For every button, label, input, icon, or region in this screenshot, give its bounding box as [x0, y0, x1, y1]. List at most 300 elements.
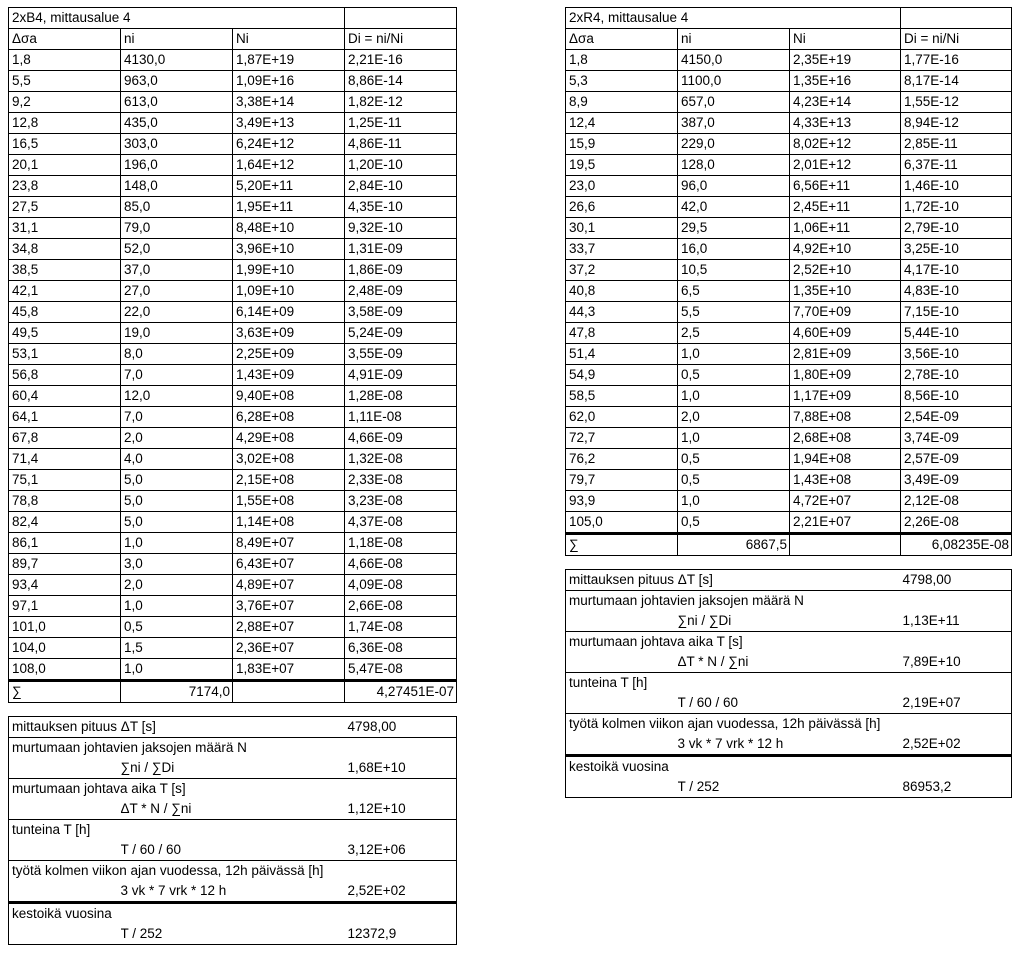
- table-cell: 2,26E-08: [901, 512, 1012, 534]
- table-cell: 1,87E+19: [233, 50, 345, 71]
- table-row: [9, 176, 457, 197]
- table-cell: 4,72E+07: [790, 491, 901, 512]
- table-cell: 7,70E+09: [790, 302, 901, 323]
- table-cell: 3,58E-09: [345, 302, 457, 323]
- sum-row: [566, 534, 1012, 556]
- table-cell: 128,0: [678, 155, 790, 176]
- table-row: [566, 386, 1012, 407]
- table-cell: 10,5: [678, 260, 790, 281]
- table-cell: 1,11E-08: [345, 407, 457, 428]
- table-row: [566, 491, 1012, 512]
- calc-formula: ΔT * N / ∑ni: [677, 654, 749, 669]
- table-cell: 20,1: [9, 155, 121, 176]
- calc-label: mittauksen pituus ΔT [s]: [12, 719, 156, 734]
- table-cell: 3,63E+09: [233, 323, 345, 344]
- table-cell: 0,5: [121, 617, 233, 638]
- calc-row: [566, 673, 1012, 694]
- table-row: [9, 71, 457, 92]
- table-row: [9, 365, 457, 386]
- calc-row: [566, 591, 1012, 612]
- table-row: [566, 344, 1012, 365]
- table-cell: 4,60E+09: [790, 323, 901, 344]
- table-cell: 60,4: [9, 386, 121, 407]
- calc-row: [566, 693, 1012, 714]
- table-cell: 1,64E+12: [233, 155, 345, 176]
- table-cell: 56,8: [9, 365, 121, 386]
- table-cell: 1,32E-08: [345, 449, 457, 470]
- table-cell: 26,6: [566, 197, 678, 218]
- table-cell: 2,84E-10: [345, 176, 457, 197]
- table-row: [9, 596, 457, 617]
- table-cell: 3,55E-09: [345, 344, 457, 365]
- table-cell: 1,28E-08: [345, 386, 457, 407]
- table-cell: 4,86E-11: [345, 134, 457, 155]
- table-cell: 1,35E+16: [790, 71, 901, 92]
- table-row: [566, 281, 1012, 302]
- table-cell: 2,79E-10: [901, 218, 1012, 239]
- table-cell: 1,83E+07: [233, 659, 345, 681]
- table-cell: 0,5: [678, 449, 790, 470]
- table-cell: 1,43E+09: [233, 365, 345, 386]
- calc-value: 1,68E+10: [347, 760, 406, 775]
- table-row: [566, 470, 1012, 491]
- table-cell: 196,0: [121, 155, 233, 176]
- table-cell: 72,7: [566, 428, 678, 449]
- table-row: [9, 449, 457, 470]
- table-cell: 1,8: [9, 50, 121, 71]
- calc-value: 4798,00: [347, 719, 397, 734]
- table-cell: 49,5: [9, 323, 121, 344]
- table-cell: 76,2: [566, 449, 678, 470]
- table-cell: 1,74E-08: [345, 617, 457, 638]
- table-cell: 97,1: [9, 596, 121, 617]
- calc-row: [566, 632, 1012, 653]
- table-cell: 387,0: [678, 113, 790, 134]
- table-cell: 54,9: [566, 365, 678, 386]
- table-cell: 4,92E+10: [790, 239, 901, 260]
- table-cell: 613,0: [121, 92, 233, 113]
- table-row: [9, 407, 457, 428]
- sum-di: 6,08235E-08: [901, 534, 1012, 556]
- table-cell: 2,01E+12: [790, 155, 901, 176]
- column-header: Δσa: [9, 29, 121, 50]
- table-row: [9, 50, 457, 71]
- table-cell: 93,9: [566, 491, 678, 512]
- table-cell: 2,12E-08: [901, 491, 1012, 512]
- table-cell: 0,5: [678, 365, 790, 386]
- calc-row: [9, 903, 457, 925]
- calc-row: [566, 734, 1012, 756]
- table-cell: 8,86E-14: [345, 71, 457, 92]
- table-cell: 4130,0: [121, 50, 233, 71]
- calc-row: [566, 756, 1012, 778]
- table-cell: 44,3: [566, 302, 678, 323]
- table-cell: 1,72E-10: [901, 197, 1012, 218]
- table-cell: 1,20E-10: [345, 155, 457, 176]
- table-cell: 5,47E-08: [345, 659, 457, 681]
- table-cell: 29,5: [678, 218, 790, 239]
- calc-formula: 3 vk * 7 vrk * 12 h: [120, 883, 227, 898]
- calc-row: [9, 840, 457, 861]
- calc-formula: 3 vk * 7 vrk * 12 h: [677, 736, 784, 751]
- calc-label: työtä kolmen viikon ajan vuodessa, 12h päivässä [h]: [9, 861, 457, 882]
- table-cell: 5,20E+11: [233, 176, 345, 197]
- table-cell: 5,44E-10: [901, 323, 1012, 344]
- table-cell: 9,2: [9, 92, 121, 113]
- table-row: [9, 470, 457, 491]
- table-cell: 1,8: [566, 50, 678, 71]
- calc-value: 7,89E+10: [902, 654, 961, 669]
- table-cell: 1,06E+11: [790, 218, 901, 239]
- table-cell: 8,56E-10: [901, 386, 1012, 407]
- sum-row: [9, 681, 457, 703]
- table-cell: 1,77E-16: [901, 50, 1012, 71]
- table-cell: 1100,0: [678, 71, 790, 92]
- table-cell: 45,8: [9, 302, 121, 323]
- table-title-row: [566, 8, 1012, 29]
- table-cell: 4,91E-09: [345, 365, 457, 386]
- table-cell: 303,0: [121, 134, 233, 155]
- table-cell: 1,09E+10: [233, 281, 345, 302]
- table-cell: 0,5: [678, 512, 790, 534]
- table-cell: 15,9: [566, 134, 678, 155]
- table-cell: 1,80E+09: [790, 365, 901, 386]
- calc-row: [9, 924, 457, 945]
- table-cell: 657,0: [678, 92, 790, 113]
- table-cell: 6,43E+07: [233, 554, 345, 575]
- table-cell: 9,32E-10: [345, 218, 457, 239]
- table-cell: 1,0: [678, 428, 790, 449]
- table-cell: 2,57E-09: [901, 449, 1012, 470]
- calc-value: 3,12E+06: [347, 842, 406, 857]
- table-cell: 4,23E+14: [790, 92, 901, 113]
- table-cell: 6,36E-08: [345, 638, 457, 659]
- table-cell: 2,54E-09: [901, 407, 1012, 428]
- table-cell: 3,96E+10: [233, 239, 345, 260]
- table-cell: 79,7: [566, 470, 678, 491]
- table-cell: 2,85E-11: [901, 134, 1012, 155]
- calc-value: 12372,9: [347, 926, 397, 941]
- table-row: [566, 113, 1012, 134]
- table-cell: 2,66E-08: [345, 596, 457, 617]
- table-cell: 1,86E-09: [345, 260, 457, 281]
- table-cell: 37,2: [566, 260, 678, 281]
- table-cell: 6,24E+12: [233, 134, 345, 155]
- calc-value: 1,13E+11: [902, 613, 960, 628]
- table-cell: 34,8: [9, 239, 121, 260]
- table-cell: 27,5: [9, 197, 121, 218]
- table-row: [9, 659, 457, 681]
- table-cell: 2,21E-16: [345, 50, 457, 71]
- table-cell: 2,0: [121, 575, 233, 596]
- left-data-table: [8, 7, 457, 703]
- table-row: [9, 260, 457, 281]
- table-cell: 4,0: [121, 449, 233, 470]
- table-cell: 4,09E-08: [345, 575, 457, 596]
- calc-label: murtumaan johtava aika T [s]: [566, 632, 1012, 653]
- table-cell: 1,18E-08: [345, 533, 457, 554]
- sum-symbol: ∑: [9, 681, 121, 703]
- table-cell: 1,55E+08: [233, 491, 345, 512]
- calc-formula: T / 252: [120, 926, 163, 941]
- table-row: [9, 197, 457, 218]
- table-cell: 5,24E-09: [345, 323, 457, 344]
- table-row: [566, 260, 1012, 281]
- table-cell: 9,40E+08: [233, 386, 345, 407]
- calc-row: [9, 779, 457, 800]
- table-cell: 3,76E+07: [233, 596, 345, 617]
- table-cell: 75,1: [9, 470, 121, 491]
- table-cell: 2,35E+19: [790, 50, 901, 71]
- table-cell: 23,8: [9, 176, 121, 197]
- table-cell: 105,0: [566, 512, 678, 534]
- calc-value: 2,52E+02: [902, 736, 961, 751]
- calc-formula: ∑ni / ∑Di: [120, 760, 175, 775]
- table-row: [566, 197, 1012, 218]
- table-row: [9, 428, 457, 449]
- table-cell: 30,1: [566, 218, 678, 239]
- table-cell: 4,33E+13: [790, 113, 901, 134]
- table-cell: 7,88E+08: [790, 407, 901, 428]
- table-cell: 0,5: [678, 470, 790, 491]
- table-cell: 1,17E+09: [790, 386, 901, 407]
- table-row: [566, 50, 1012, 71]
- table-cell: 79,0: [121, 218, 233, 239]
- column-header: ni: [121, 29, 233, 50]
- table-cell: 104,0: [9, 638, 121, 659]
- table-cell: 1,35E+10: [790, 281, 901, 302]
- table-cell: 96,0: [678, 176, 790, 197]
- calc-label: mittauksen pituus ΔT [s]: [569, 572, 713, 587]
- calc-label: tunteina T [h]: [9, 820, 457, 841]
- table-row: [566, 92, 1012, 113]
- calc-formula: ∑ni / ∑Di: [677, 613, 732, 628]
- table-cell: 12,4: [566, 113, 678, 134]
- table-row: [566, 176, 1012, 197]
- calc-row: [9, 717, 457, 738]
- table-cell: 16,0: [678, 239, 790, 260]
- table-cell: 6,56E+11: [790, 176, 901, 197]
- table-cell: 101,0: [9, 617, 121, 638]
- table-cell: 1,0: [678, 344, 790, 365]
- table-cell: 22,0: [121, 302, 233, 323]
- table-cell: 19,0: [121, 323, 233, 344]
- table-row: [9, 554, 457, 575]
- table-cell: 7,0: [121, 365, 233, 386]
- table-cell: 2,36E+07: [233, 638, 345, 659]
- table-cell: 38,5: [9, 260, 121, 281]
- table-cell: 12,8: [9, 113, 121, 134]
- table-cell: 42,1: [9, 281, 121, 302]
- calc-value: 2,52E+02: [347, 883, 406, 898]
- table-cell: 2,0: [121, 428, 233, 449]
- table-title-row: [9, 8, 457, 29]
- table-cell: 33,7: [566, 239, 678, 260]
- table-cell: 62,0: [566, 407, 678, 428]
- table-cell: 4,37E-08: [345, 512, 457, 533]
- table-cell: 2,25E+09: [233, 344, 345, 365]
- table-cell: 42,0: [678, 197, 790, 218]
- table-header-row: [9, 29, 457, 50]
- table-row: [566, 365, 1012, 386]
- table-cell: 6,28E+08: [233, 407, 345, 428]
- table-cell: 2,21E+07: [790, 512, 901, 534]
- table-row: [9, 281, 457, 302]
- table-cell: 47,8: [566, 323, 678, 344]
- calc-row: [566, 570, 1012, 591]
- calc-formula: T / 60 / 60: [120, 842, 182, 857]
- sum-ni: 6867,5: [678, 534, 790, 556]
- table-cell: 7,0: [121, 407, 233, 428]
- table-cell: 4,83E-10: [901, 281, 1012, 302]
- table-row: [9, 512, 457, 533]
- table-cell: 5,5: [9, 71, 121, 92]
- table-row: [566, 323, 1012, 344]
- table-row: [566, 302, 1012, 323]
- table-cell: 53,1: [9, 344, 121, 365]
- table-row: [566, 512, 1012, 534]
- table-cell: 51,4: [566, 344, 678, 365]
- sum-ni: 7174,0: [121, 681, 233, 703]
- table-row: [566, 218, 1012, 239]
- right-data-table: [565, 7, 1012, 556]
- table-cell: 8,0: [121, 344, 233, 365]
- table-cell: 435,0: [121, 113, 233, 134]
- table-cell: 3,49E+13: [233, 113, 345, 134]
- table-cell: 1,99E+10: [233, 260, 345, 281]
- table-row: [9, 533, 457, 554]
- calc-label: murtumaan johtavien jaksojen määrä N: [566, 591, 1012, 612]
- table-cell: 1,0: [121, 596, 233, 617]
- table-cell: 3,02E+08: [233, 449, 345, 470]
- calc-row: [9, 799, 457, 820]
- table-cell: 78,8: [9, 491, 121, 512]
- table-cell: 1,25E-11: [345, 113, 457, 134]
- table-cell: 8,02E+12: [790, 134, 901, 155]
- table-cell: 1,94E+08: [790, 449, 901, 470]
- calc-label: tunteina T [h]: [566, 673, 1012, 694]
- table-cell: 3,25E-10: [901, 239, 1012, 260]
- table-cell: 40,8: [566, 281, 678, 302]
- calc-label: työtä kolmen viikon ajan vuodessa, 12h päivässä [h]: [566, 714, 1012, 735]
- column-header: Di = ni/Ni: [345, 29, 457, 50]
- table-header-row: [566, 29, 1012, 50]
- table-cell: 7,15E-10: [901, 302, 1012, 323]
- table-cell: 2,68E+08: [790, 428, 901, 449]
- table-cell: 3,74E-09: [901, 428, 1012, 449]
- calc-row: [9, 861, 457, 882]
- sum-di: 4,27451E-07: [345, 681, 457, 703]
- table-cell: 16,5: [9, 134, 121, 155]
- calc-row: [9, 820, 457, 841]
- table-row: [9, 113, 457, 134]
- table-cell: 6,37E-11: [901, 155, 1012, 176]
- table-cell: 1,55E-12: [901, 92, 1012, 113]
- table-cell: 4,35E-10: [345, 197, 457, 218]
- right-calc-table: [565, 569, 1012, 798]
- calc-row: [566, 611, 1012, 632]
- table-cell: 5,0: [121, 470, 233, 491]
- table-row: [9, 323, 457, 344]
- table-cell: 963,0: [121, 71, 233, 92]
- table-row: [9, 617, 457, 638]
- table-row: [9, 575, 457, 596]
- table-cell: 6,14E+09: [233, 302, 345, 323]
- table-row: [566, 134, 1012, 155]
- table-cell: 1,0: [678, 491, 790, 512]
- table-cell: 85,0: [121, 197, 233, 218]
- table-cell: 52,0: [121, 239, 233, 260]
- table-cell: 71,4: [9, 449, 121, 470]
- table-row: [9, 638, 457, 659]
- calc-formula: ΔT * N / ∑ni: [120, 801, 192, 816]
- table-cell: 2,88E+07: [233, 617, 345, 638]
- table-cell: 108,0: [9, 659, 121, 681]
- calc-value: 86953,2: [902, 779, 952, 794]
- table-row: [9, 491, 457, 512]
- calc-label: murtumaan johtavien jaksojen määrä N: [9, 738, 457, 759]
- table-cell: 23,0: [566, 176, 678, 197]
- table-cell: 2,52E+10: [790, 260, 901, 281]
- table-cell: 2,0: [678, 407, 790, 428]
- table-cell: 2,33E-08: [345, 470, 457, 491]
- table-cell: 5,0: [121, 512, 233, 533]
- table-cell: 8,49E+07: [233, 533, 345, 554]
- table-row: [566, 407, 1012, 428]
- table-cell: 19,5: [566, 155, 678, 176]
- table-cell: 1,0: [121, 659, 233, 681]
- table-cell: 1,09E+16: [233, 71, 345, 92]
- table-row: [9, 155, 457, 176]
- table-row: [9, 302, 457, 323]
- table-row: [566, 428, 1012, 449]
- table-cell: 148,0: [121, 176, 233, 197]
- column-header: Ni: [233, 29, 345, 50]
- table-row: [566, 449, 1012, 470]
- table-cell: 229,0: [678, 134, 790, 155]
- table-cell: 1,95E+11: [233, 197, 345, 218]
- column-header: Δσa: [566, 29, 678, 50]
- table-cell: 8,17E-14: [901, 71, 1012, 92]
- table-cell: 1,5: [121, 638, 233, 659]
- calc-label: kestoikä vuosina: [9, 903, 457, 925]
- table-cell: 1,82E-12: [345, 92, 457, 113]
- table-cell: 2,81E+09: [790, 344, 901, 365]
- calc-row: [9, 758, 457, 779]
- calc-row: [566, 714, 1012, 735]
- calc-row: [9, 881, 457, 903]
- calc-value: 1,12E+10: [347, 801, 406, 816]
- table-cell: 2,78E-10: [901, 365, 1012, 386]
- table-cell: 2,15E+08: [233, 470, 345, 491]
- table-cell: 12,0: [121, 386, 233, 407]
- table-cell: 1,0: [678, 386, 790, 407]
- table-cell: 1,43E+08: [790, 470, 901, 491]
- table-cell: 4,89E+07: [233, 575, 345, 596]
- calc-value: 4798,00: [902, 572, 952, 587]
- column-header: ni: [678, 29, 790, 50]
- table-cell: 4,66E-08: [345, 554, 457, 575]
- table-cell: 3,38E+14: [233, 92, 345, 113]
- table-cell: 8,48E+10: [233, 218, 345, 239]
- calc-formula: T / 252: [677, 779, 720, 794]
- table-cell: 1,31E-09: [345, 239, 457, 260]
- calc-label: murtumaan johtava aika T [s]: [9, 779, 457, 800]
- calc-formula: T / 60 / 60: [677, 695, 739, 710]
- table-row: [9, 239, 457, 260]
- table-row: [9, 92, 457, 113]
- column-header: Ni: [790, 29, 901, 50]
